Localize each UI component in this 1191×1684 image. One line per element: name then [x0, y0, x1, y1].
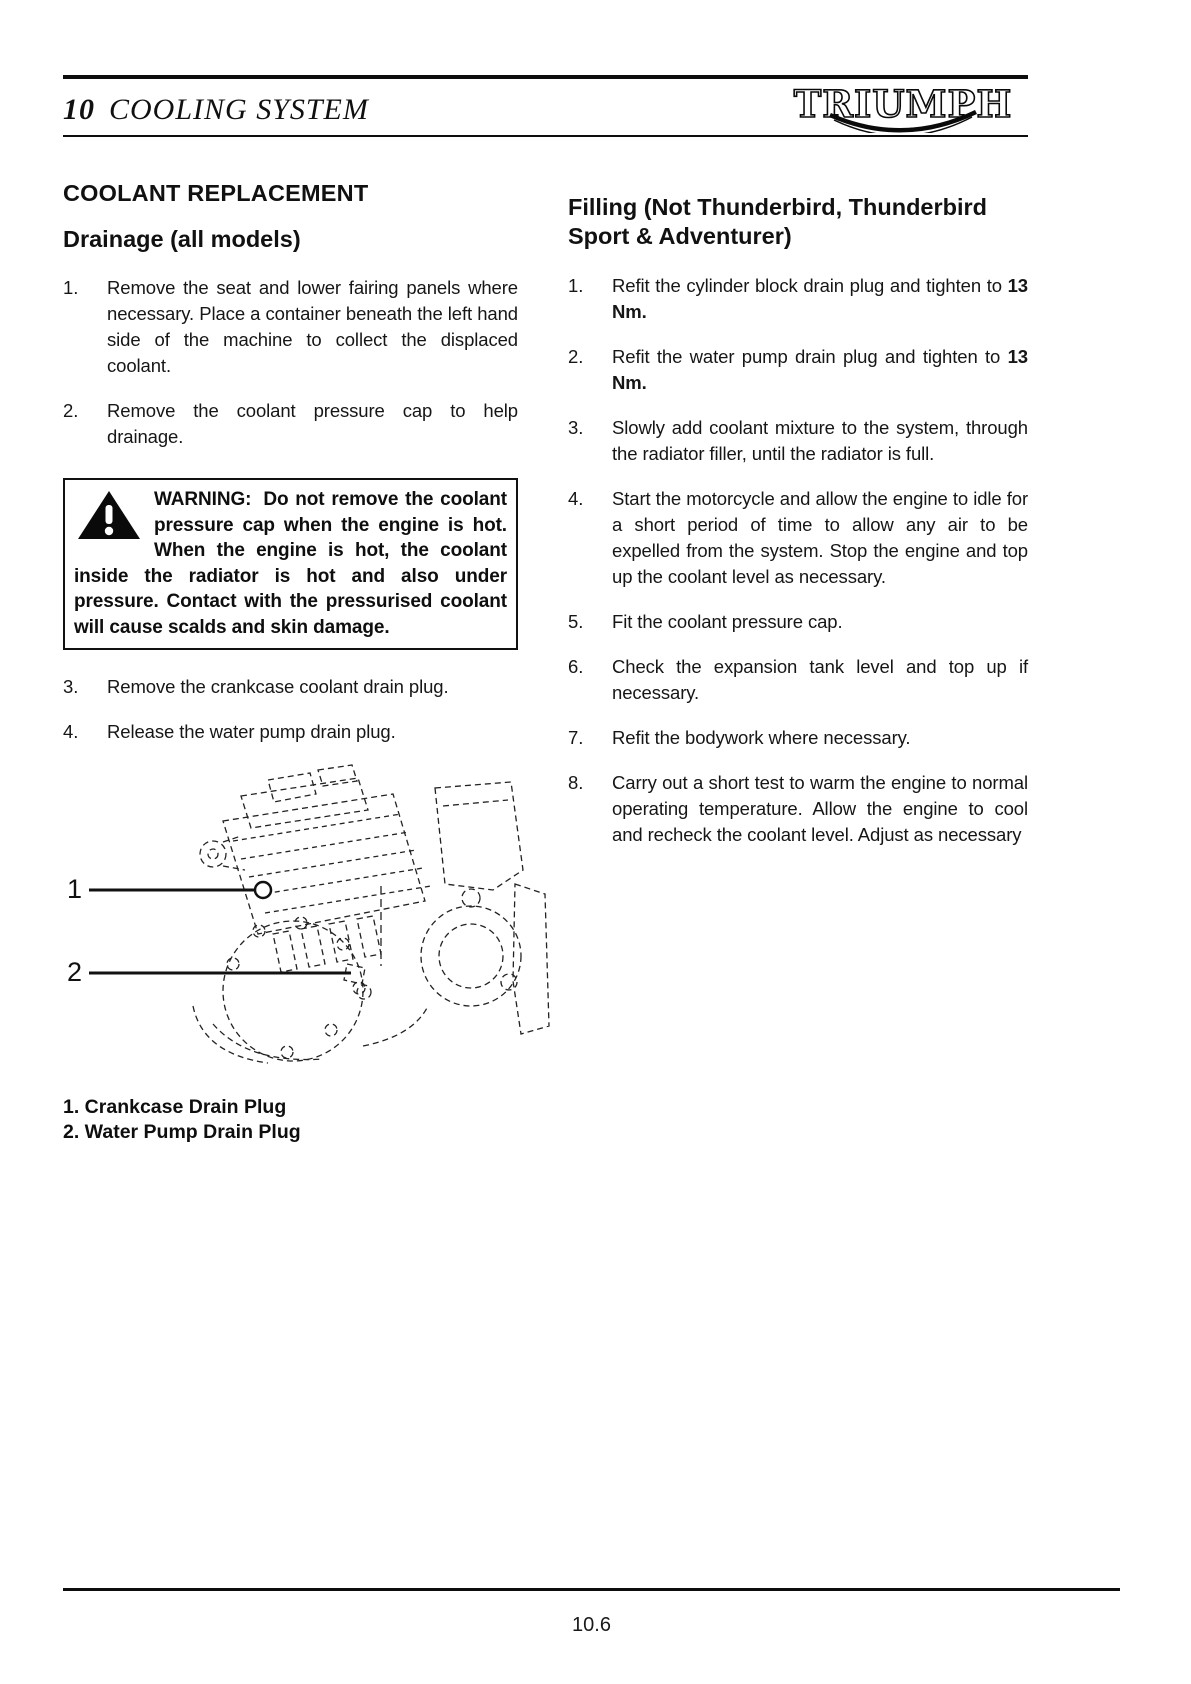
step-number: 7.: [568, 727, 584, 748]
filling-step-4: [568, 486, 1028, 590]
figure-caption: [63, 1095, 518, 1145]
step-number: 2.: [63, 400, 79, 421]
step-text-plain: Refit the water pump drain plug and tighten to: [612, 346, 1008, 367]
step-number: 8.: [568, 772, 584, 793]
drainage-step-1: [63, 275, 518, 379]
warning-label: WARNING:: [154, 489, 252, 510]
engine-figure: [63, 764, 518, 1145]
right-column: [568, 137, 1028, 1145]
step-text: Start the motorcycle and allow the engine to idle for a short period of time to allow any air to be expelled from the system. Stop the engine and top up the coolant level as necessary.: [612, 488, 1028, 587]
warning-text: Do not remove the coolant pressure cap when the engine is hot. When the engine is hot, the coolant inside the radiator is hot and also under pressure. Contact with the pressurised coolant will cause scalds and skin damage.: [74, 489, 507, 638]
chapter-title: COOLING SYSTEM: [109, 93, 369, 126]
left-column: [63, 137, 518, 1145]
step-number: 4.: [63, 721, 79, 742]
step-number: 1.: [568, 275, 584, 296]
section-title: COOLANT REPLACEMENT: [63, 180, 369, 206]
step-text: Remove the coolant pressure cap to help drainage.: [107, 400, 518, 447]
step-text: Carry out a short test to warm the engine to normal operating temperature. Allow the engine to cool and recheck the coolant level. Adjust as necessary: [612, 772, 1028, 845]
step-text-bold: 13 Nm.: [612, 346, 1028, 393]
triumph-wordmark: TRIUMPH: [793, 82, 1013, 126]
page-number: 10.6: [572, 1614, 611, 1636]
step-text: [612, 273, 1028, 325]
step-text: Refit the bodywork where necessary.: [612, 727, 911, 748]
callout-2-label: 2: [67, 957, 83, 987]
engine-line-art: [193, 765, 549, 1063]
filling-step-8: [568, 770, 1028, 848]
step-text: Check the expansion tank level and top up if necessary.: [612, 656, 1028, 703]
step-text: Slowly add coolant mixture to the system, through the radiator filler, until the radiator is full.: [612, 417, 1028, 464]
step-text: [612, 344, 1028, 396]
step-text-bold: 13 Nm.: [612, 275, 1028, 322]
filling-step-2: [568, 344, 1028, 396]
step-text: Remove the seat and lower fairing panels where necessary. Place a container beneath the left hand side of the machine to collect the displaced coolant.: [107, 277, 518, 376]
step-number: 4.: [568, 488, 584, 509]
drainage-step-4: [63, 719, 518, 745]
step-text: Fit the coolant pressure cap.: [612, 611, 843, 632]
filling-step-1: [568, 273, 1028, 325]
warning-icon: [76, 489, 142, 541]
footer-rule: [63, 1588, 1120, 1591]
warning-box: [63, 478, 518, 650]
step-number: 3.: [63, 676, 79, 697]
drainage-step-3: [63, 674, 518, 700]
filling-step-6: [568, 654, 1028, 706]
chapter-heading: [63, 93, 369, 133]
step-number: 5.: [568, 611, 584, 632]
step-number: 1.: [63, 277, 79, 298]
step-number: 2.: [568, 346, 584, 367]
step-text-plain: Refit the cylinder block drain plug and tighten to: [612, 275, 1008, 296]
step-text: Release the water pump drain plug.: [107, 721, 396, 742]
page-header: [63, 75, 1028, 137]
filling-section-title: Filling (Not Thunderbird, Thunderbird Sport & Adventurer): [568, 194, 988, 249]
drainage-step-2: [63, 398, 518, 450]
filling-step-3: [568, 415, 1028, 467]
subsection-title: Drainage (all models): [63, 226, 301, 252]
caption-line-2: 2. Water Pump Drain Plug: [63, 1121, 301, 1143]
filling-step-7: [568, 725, 1028, 751]
chapter-number: 10: [63, 93, 95, 126]
callout-1-label: 1: [67, 874, 83, 904]
engine-diagram: [63, 764, 563, 1066]
header-top-rule: [63, 75, 1028, 79]
filling-step-5: [568, 609, 1028, 635]
caption-line-1: 1. Crankcase Drain Plug: [63, 1096, 287, 1118]
step-number: 3.: [568, 417, 584, 438]
callout-1-plug: [255, 882, 271, 898]
triumph-logo: [778, 81, 1028, 133]
step-number: 6.: [568, 656, 584, 677]
step-text: Remove the crankcase coolant drain plug.: [107, 676, 449, 697]
